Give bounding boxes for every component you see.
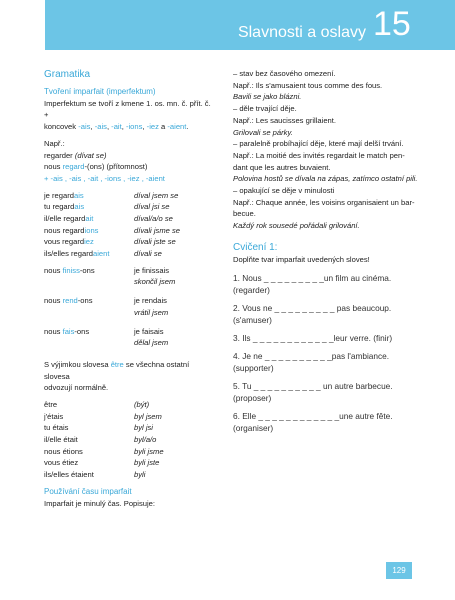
etre-row: vous étiez byli jste	[44, 458, 160, 468]
exercise-item-verb: (organiser)	[233, 423, 274, 434]
grammar-heading: Gramatika	[44, 69, 91, 80]
intro-text-line1: Imperfektum se tvoří z kmene 1. os. mn. č. přít. č. +	[44, 98, 211, 120]
stem-translation: skončil jsem	[134, 277, 176, 287]
usage-line: Bavili se jako blázni.	[233, 92, 302, 102]
etre-row: tu étais byl jsi	[44, 423, 153, 433]
endings-line: + -ais , -ais , -ait , -ions , -iez , -aient	[44, 173, 165, 183]
stem-row: nous finiss-ons je finissais	[44, 265, 170, 275]
exercise-heading: Cvičení 1:	[233, 241, 278, 253]
usage-text: Imparfait je minulý čas. Popisuje:	[44, 498, 155, 508]
usage-heading: Používání času imparfait	[44, 486, 132, 496]
example-label: Např.:	[44, 138, 65, 148]
usage-line: Každý rok sousedé pořádali grilování.	[233, 221, 360, 231]
stem-row: nous fais-ons je faisais	[44, 326, 164, 336]
conjugation-row: ils/elles regardaient dívali se	[44, 249, 162, 259]
usage-line: Např.: La moitié des invités regardait le match pen-	[233, 150, 405, 160]
usage-line: Polovina hostů se dívala na zápas, zatímco ostatní pili.	[233, 174, 418, 184]
usage-line: – děle trvající děje.	[233, 104, 297, 114]
etre-row: nous étions byli jsme	[44, 446, 164, 456]
conjugation-row: vous regardiez dívali jste se	[44, 237, 176, 247]
imparfait-formation-heading: Tvoření imparfait (imperfektum)	[44, 87, 156, 96]
exercise-instructions: Doplňte tvar imparfait uvedených sloves!	[233, 254, 370, 264]
nous-regard-line: nous regard-(ons) (přítomnost)	[44, 162, 148, 172]
conjugation-row: je regardais díval jsem se	[44, 190, 179, 200]
conjugation-row: tu regardais díval jsi se	[44, 202, 170, 212]
chapter-number: 15	[373, 5, 411, 43]
usage-line: Např.: Les saucisses grillaient.	[233, 115, 336, 125]
page-number: 129	[386, 562, 412, 579]
exercise-list	[233, 272, 425, 436]
exercise-item: 5. Tu _ _ _ _ _ _ _ _ _ _ un autre barbecue.	[233, 380, 393, 391]
usage-line: Např.: Chaque année, les voisins organisaient un bar-	[233, 197, 415, 207]
exercise-item-verb: (supporter)	[233, 363, 274, 374]
etre-row: ils/elles étaient byli	[44, 470, 146, 480]
exercise-item: 4. Je ne _ _ _ _ _ _ _ _ _ _pas l'ambiance.	[233, 350, 390, 361]
left-column	[44, 68, 214, 509]
etre-row: être (být)	[44, 399, 150, 409]
conjugation-row: nous regardions dívali jsme se	[44, 225, 181, 235]
stem-row: nous rend-ons je rendais	[44, 296, 167, 306]
exercise-item: 2. Vous ne _ _ _ _ _ _ _ _ _ pas beaucoup.	[233, 302, 392, 313]
usage-line: – stav bez časového omezení.	[233, 69, 336, 78]
usage-line: dant que les autres buvaient.	[233, 162, 331, 172]
etre-row: j'étais byl jsem	[44, 411, 162, 421]
usage-line: – opakující se děje v minulosti	[233, 186, 335, 196]
etre-conjugation	[44, 399, 214, 481]
etre-row: il/elle était byl/a/o	[44, 435, 157, 445]
etre-text-line1: S výjimkou slovesa être se všechna ostatní slovesa	[44, 359, 190, 381]
regarder-line: regarder (dívat se)	[44, 150, 107, 160]
exercise-item: 3. Ils _ _ _ _ _ _ _ _ _ _ _ _leur verre. (finir)	[233, 332, 393, 343]
usage-line: – paralelně probíhající děje, které mají delší trvání.	[233, 139, 404, 149]
exercise-item: 6. Elle _ _ _ _ _ _ _ _ _ _ _ _une autre fête.	[233, 410, 393, 421]
exercise-item-verb: (regarder)	[233, 285, 270, 296]
exercise-item-verb: (proposer)	[233, 393, 272, 404]
right-column	[233, 68, 425, 435]
intro-text-line2: koncovek -ais, -ais, -ait, -ions, -iez a -aient.	[44, 122, 189, 132]
exercise-item-verb: (s'amuser)	[233, 315, 272, 326]
usage-line: Např.: Ils s'amusaient tous comme des fous.	[233, 80, 383, 90]
chapter-title: Slavnosti a oslavy	[237, 24, 366, 41]
usage-line: Grilovali se párky.	[233, 127, 293, 137]
stem-translation: dělal jsem	[134, 338, 169, 348]
stem-examples	[44, 265, 214, 349]
usage-line: becue.	[233, 209, 256, 219]
etre-text-line2: odvozují normálně.	[44, 383, 109, 393]
stem-translation: vrátil jsem	[134, 307, 169, 317]
regarder-conjugation	[44, 190, 214, 260]
conjugation-row: il/elle regardait díval/a/o se	[44, 214, 173, 223]
exercise-item: 1. Nous _ _ _ _ _ _ _ _ _un film au cinéma.	[233, 272, 392, 283]
